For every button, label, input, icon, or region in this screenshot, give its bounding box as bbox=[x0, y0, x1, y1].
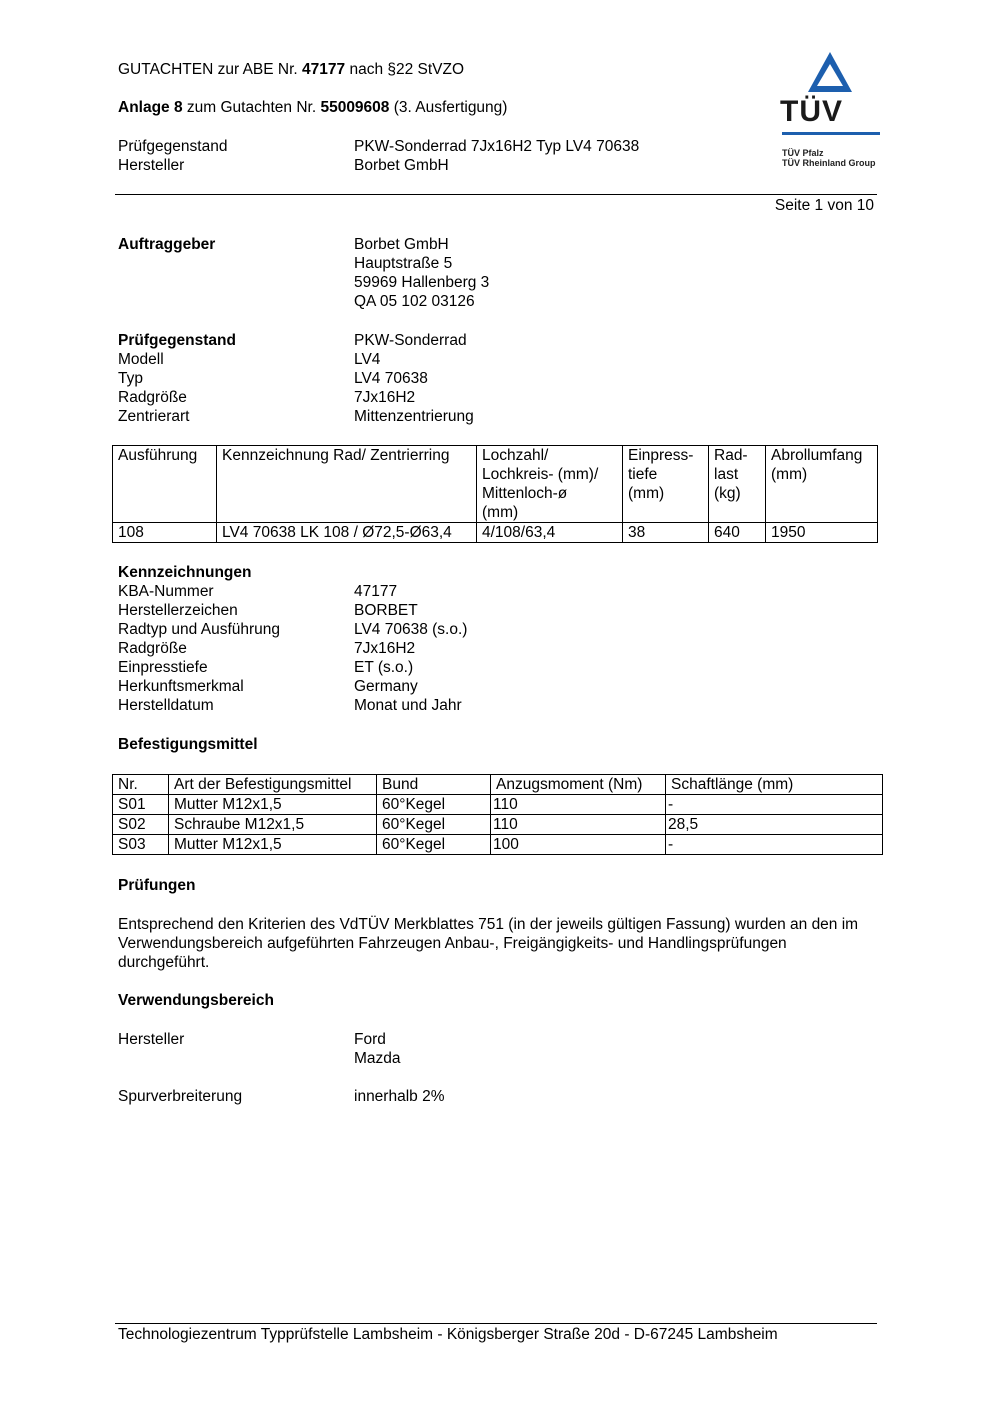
annex-line: Anlage 8 zum Gutachten Nr. 55009608 (3. Ausfertigung) bbox=[118, 99, 508, 116]
field-value: innerhalb 2% bbox=[354, 1088, 445, 1105]
table-header-row bbox=[113, 775, 883, 795]
table-header-row bbox=[113, 446, 878, 523]
page-number: Seite 1 von 10 bbox=[774, 197, 874, 214]
fastener-table bbox=[112, 774, 883, 855]
field-label: Radgröße bbox=[118, 389, 187, 406]
document-title: GUTACHTEN zur ABE Nr. 47177 nach §22 StVZO bbox=[118, 61, 465, 78]
table-cell: 60°Kegel bbox=[377, 835, 491, 855]
logo-bar bbox=[782, 132, 880, 135]
tuev-logo bbox=[772, 48, 892, 176]
header-divider bbox=[115, 194, 877, 195]
field-value: Mittenzentrierung bbox=[354, 408, 474, 425]
table-header-cell: Bund bbox=[377, 775, 491, 795]
pruefungen-title: Prüfungen bbox=[118, 877, 196, 894]
auftraggeber-line: Hauptstraße 5 bbox=[354, 255, 453, 272]
table-header-cell: Art der Befestigungsmittel bbox=[169, 775, 377, 795]
table-header-cell: Ausführung bbox=[113, 446, 217, 523]
table-cell: 60°Kegel bbox=[377, 815, 491, 835]
table-row bbox=[113, 795, 883, 815]
pruefungen-text: Entsprechend den Kriterien des VdTÜV Merkblattes 751 (in der jeweils gültigen Fassung) wurden an den im Verwendungsbereich aufgeführten Fahrzeugen Anbau-, Freigängigkeits- und Handlingsprüfungen durchgeführt. bbox=[118, 916, 859, 971]
header-value-pruefgegenstand: PKW-Sonderrad 7Jx16H2 Typ LV4 70638 bbox=[354, 138, 640, 155]
field-value: Germany bbox=[354, 678, 418, 695]
table-row bbox=[113, 835, 883, 855]
header-value-hersteller: Borbet GmbH bbox=[354, 157, 449, 174]
table-cell: 100 bbox=[491, 835, 666, 855]
header-label-pruefgegenstand: Prüfgegenstand bbox=[118, 138, 228, 155]
table-cell: 4/108/63,4 bbox=[477, 523, 623, 543]
table-row bbox=[113, 815, 883, 835]
manufacturer-item: Mazda bbox=[354, 1050, 401, 1067]
field-value: Monat und Jahr bbox=[354, 697, 462, 714]
table-header-cell: Nr. bbox=[113, 775, 169, 795]
table-cell: 110 bbox=[491, 815, 666, 835]
manufacturer-item: Ford bbox=[354, 1031, 386, 1048]
table-header-cell: Anzugsmoment (Nm) bbox=[491, 775, 666, 795]
field-label: Hersteller bbox=[118, 1031, 185, 1048]
table-cell: - bbox=[666, 835, 883, 855]
table-header-cell: Schaftlänge (mm) bbox=[666, 775, 883, 795]
auftraggeber-line: 59969 Hallenberg 3 bbox=[354, 274, 490, 291]
befestigung-title: Befestigungsmittel bbox=[118, 736, 258, 753]
table-cell: S01 bbox=[113, 795, 169, 815]
field-value: BORBET bbox=[354, 602, 418, 619]
field-label: Typ bbox=[118, 370, 143, 387]
kennzeichnungen-title: Kennzeichnungen bbox=[118, 564, 252, 581]
verwendungsbereich-title: Verwendungsbereich bbox=[118, 992, 274, 1009]
auftraggeber-line: Borbet GmbH bbox=[354, 236, 449, 253]
wheel-table bbox=[112, 445, 878, 543]
page-footer: Technologiezentrum Typprüfstelle Lambsheim - Königsberger Straße 20d - D-67245 Lambsheim bbox=[118, 1326, 778, 1343]
table-cell: 60°Kegel bbox=[377, 795, 491, 815]
field-label: Herstelldatum bbox=[118, 697, 214, 714]
table-cell: 38 bbox=[623, 523, 709, 543]
logo-subtitle: TÜV Pfalz TÜV Rheinland Group bbox=[782, 148, 876, 168]
field-value: LV4 70638 (s.o.) bbox=[354, 621, 468, 638]
field-value: 7Jx16H2 bbox=[354, 389, 416, 406]
table-cell: Mutter M12x1,5 bbox=[169, 835, 377, 855]
table-cell: Mutter M12x1,5 bbox=[169, 795, 377, 815]
table-cell: - bbox=[666, 795, 883, 815]
field-label: Spurverbreiterung bbox=[118, 1088, 243, 1105]
field-label: Einpresstiefe bbox=[118, 659, 208, 676]
field-label: Herstellerzeichen bbox=[118, 602, 238, 619]
field-value: 47177 bbox=[354, 583, 398, 600]
auftraggeber-title: Auftraggeber bbox=[118, 236, 216, 253]
pruefgegenstand-title: Prüfgegenstand bbox=[118, 332, 236, 349]
table-cell: S02 bbox=[113, 815, 169, 835]
field-label: Zentrierart bbox=[118, 408, 190, 425]
field-label: Herkunftsmerkmal bbox=[118, 678, 244, 695]
field-value: 7Jx16H2 bbox=[354, 640, 416, 657]
table-row bbox=[113, 523, 878, 543]
field-label: Radtyp und Ausführung bbox=[118, 621, 281, 638]
field-label: Radgröße bbox=[118, 640, 187, 657]
table-header-cell: Abrollumfang (mm) bbox=[766, 446, 878, 523]
pruefgegenstand-value: PKW-Sonderrad bbox=[354, 332, 467, 349]
header-label-hersteller: Hersteller bbox=[118, 157, 185, 174]
table-header-cell: Rad- last (kg) bbox=[709, 446, 766, 523]
logo-brand: TÜV bbox=[780, 95, 843, 128]
field-label: KBA-Nummer bbox=[118, 583, 214, 600]
table-cell: LV4 70638 LK 108 / Ø72,5-Ø63,4 bbox=[217, 523, 477, 543]
table-header-cell: Kennzeichnung Rad/ Zentrierring bbox=[217, 446, 477, 523]
table-header-cell: Einpress- tiefe (mm) bbox=[623, 446, 709, 523]
table-cell: 108 bbox=[113, 523, 217, 543]
table-cell: Schraube M12x1,5 bbox=[169, 815, 377, 835]
field-value: LV4 bbox=[354, 351, 381, 368]
table-cell: 28,5 bbox=[666, 815, 883, 835]
field-value: ET (s.o.) bbox=[354, 659, 414, 676]
table-cell: 1950 bbox=[766, 523, 878, 543]
tuev-triangle-icon bbox=[772, 48, 892, 96]
field-label: Modell bbox=[118, 351, 164, 368]
field-value: LV4 70638 bbox=[354, 370, 428, 387]
footer-divider bbox=[115, 1323, 877, 1324]
auftraggeber-line: QA 05 102 03126 bbox=[354, 293, 475, 310]
table-cell: 640 bbox=[709, 523, 766, 543]
table-header-cell: Lochzahl/ Lochkreis- (mm)/ Mittenloch-ø (mm) bbox=[477, 446, 623, 523]
table-cell: S03 bbox=[113, 835, 169, 855]
table-cell: 110 bbox=[491, 795, 666, 815]
